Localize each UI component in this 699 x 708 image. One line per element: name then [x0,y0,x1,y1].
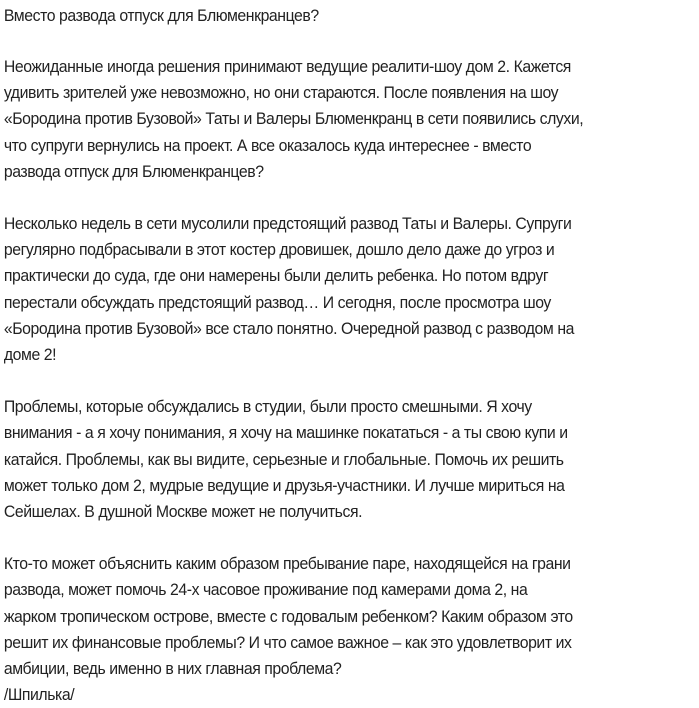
text-line: амбиции, ведь именно в них главная проблема? [3,660,342,679]
text-line: Проблемы, которые обсуждались в студии, были просто смешными. Я хочу [3,398,532,417]
paragraph-intro [4,54,699,185]
text-line: жарком тропическом острове, вместе с годовалым ребенком? Каким образом это [3,607,573,626]
text-line: может только дом 2, мудрые ведущие и друзья-участники. И лучше мириться на [3,476,565,495]
text-line: «Бородина против Бузовой» Таты и Валеры Блюменкранц в сети появились слухи, [3,110,584,129]
text-line: решит их финансовые проблемы? И что самое важное – как это удовлетворит их [3,633,572,652]
text-line: доме 2! [3,346,57,365]
text-line: Неожиданные иногда решения принимают ведущие реалити-шоу дом 2. Кажется [3,58,571,76]
text-line: Сейшелах. В душной Москве может не получиться. [3,503,363,522]
article-title: Вместо развода отпуск для Блюменкранцев? [3,7,319,25]
text-line: развода отпуск для Блюменкранцев? [3,162,264,181]
paragraph-divorce-rumors [4,211,699,368]
text-line: Несколько недель в сети мусолили предстоящий развод Таты и Валеры. Супруги [3,215,572,234]
paragraph-problems [4,394,699,525]
text-line: внимания - а я хочу понимания, я хочу на машинке покататься - а ты свою купи и [3,424,568,443]
text-line: развода, может помочь 24-х часовое проживание под камерами дома 2, на [3,581,528,600]
text-line: удивить зрителей уже невозможно, но они стараются. После появления на шоу [3,84,559,103]
text-line: «Бородина против Бузовой» все стало понятно. Очередной развод с разводом на [3,319,574,338]
text-line: практически до суда, где они намерены были делить ребенка. Но потом вдруг [3,267,549,286]
article-signature: /Шпилька/ [3,686,75,705]
text-line: Кто-то может объяснить каким образом пребывание паре, находящейся на грани [3,555,571,574]
text-line: что супруги вернулись на проект. А все оказалось куда интереснее - вместо [3,136,532,155]
text-line: перестали обсуждать предстоящий развод… И сегодня, после просмотра шоу [3,293,551,312]
paragraph-questions [4,551,699,708]
text-line: катайся. Проблемы, как вы видите, серьезные и глобальные. Помочь их решить [3,450,564,469]
text-line: регулярно подбрасывали в этот костер дровишек, дошло дело даже до угроз и [3,241,555,260]
